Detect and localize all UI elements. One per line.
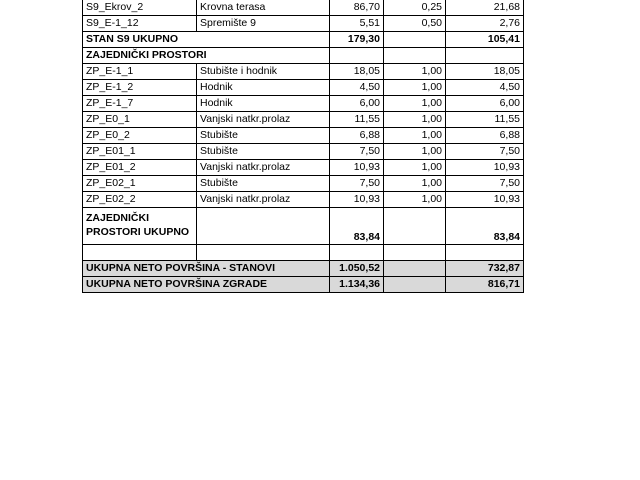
grand-total-area: 1.134,36: [330, 277, 384, 293]
table-row: [83, 64, 524, 80]
room-area: 7,50: [330, 176, 384, 192]
empty-cell: [83, 245, 197, 261]
table-row: [83, 16, 524, 32]
room-coefficient: 1,00: [384, 160, 446, 176]
table-row: [83, 112, 524, 128]
grand-total-row: [83, 261, 524, 277]
room-name: Spremište 9: [197, 16, 330, 32]
common-total-net: 83,84: [446, 208, 524, 245]
common-total-label-line2: PROSTORI UKUPNO: [86, 226, 190, 238]
room-code: ZP_E0_2: [83, 128, 197, 144]
room-area: 5,51: [330, 16, 384, 32]
empty-cell: [197, 208, 330, 245]
room-net-area: 11,55: [446, 112, 524, 128]
room-name: Stubište: [197, 176, 330, 192]
room-coefficient: 1,00: [384, 176, 446, 192]
room-name: Vanjski natkr.prolaz: [197, 192, 330, 208]
room-name: Stubište: [197, 144, 330, 160]
empty-cell: [446, 245, 524, 261]
room-area: 4,50: [330, 80, 384, 96]
room-net-area: 10,93: [446, 160, 524, 176]
area-table: [82, 0, 524, 293]
room-code: ZP_E02_2: [83, 192, 197, 208]
room-net-area: 18,05: [446, 64, 524, 80]
room-coefficient: 1,00: [384, 64, 446, 80]
room-code: ZP_E02_1: [83, 176, 197, 192]
room-area: 11,55: [330, 112, 384, 128]
room-area: 6,88: [330, 128, 384, 144]
table-row: [83, 80, 524, 96]
room-code: ZP_E01_2: [83, 160, 197, 176]
empty-cell: [446, 48, 524, 64]
empty-cell: [384, 32, 446, 48]
grand-total-area: 1.050,52: [330, 261, 384, 277]
room-net-area: 2,76: [446, 16, 524, 32]
table-row: [83, 160, 524, 176]
room-code: ZP_E0_1: [83, 112, 197, 128]
room-code: ZP_E01_1: [83, 144, 197, 160]
room-area: 10,93: [330, 192, 384, 208]
room-name: Hodnik: [197, 80, 330, 96]
room-coefficient: 1,00: [384, 192, 446, 208]
room-net-area: 10,93: [446, 192, 524, 208]
room-area: 10,93: [330, 160, 384, 176]
table-row: [83, 0, 524, 16]
stan-total-label: STAN S9 UKUPNO: [83, 32, 330, 48]
table-row: [83, 96, 524, 112]
room-code: ZP_E-1_1: [83, 64, 197, 80]
empty-cell: [197, 245, 330, 261]
room-area: 7,50: [330, 144, 384, 160]
grand-total-net: 816,71: [446, 277, 524, 293]
spacer-row: [83, 245, 524, 261]
room-coefficient: 1,00: [384, 112, 446, 128]
room-name: Vanjski natkr.prolaz: [197, 160, 330, 176]
room-net-area: 7,50: [446, 144, 524, 160]
room-coefficient: 0,50: [384, 16, 446, 32]
empty-cell: [330, 48, 384, 64]
empty-cell: [330, 245, 384, 261]
room-code: ZP_E-1_7: [83, 96, 197, 112]
room-coefficient: 0,25: [384, 0, 446, 16]
room-coefficient: 1,00: [384, 80, 446, 96]
section-header-row: [83, 48, 524, 64]
room-area: 6,00: [330, 96, 384, 112]
room-name: Krovna terasa: [197, 0, 330, 16]
common-total-area: 83,84: [330, 208, 384, 245]
section-title: ZAJEDNIČKI PROSTORI: [83, 48, 330, 64]
room-name: Vanjski natkr.prolaz: [197, 112, 330, 128]
room-net-area: 6,88: [446, 128, 524, 144]
room-code: ZP_E-1_2: [83, 80, 197, 96]
room-code: S9_Ekrov_2: [83, 0, 197, 16]
grand-total-label: UKUPNA NETO POVRŠINA - STANOVI: [83, 261, 330, 277]
empty-cell: [384, 48, 446, 64]
room-name: Hodnik: [197, 96, 330, 112]
room-name: Stubište: [197, 128, 330, 144]
room-coefficient: 1,00: [384, 96, 446, 112]
room-area: 18,05: [330, 64, 384, 80]
empty-cell: [384, 277, 446, 293]
stan-total-net: 105,41: [446, 32, 524, 48]
room-net-area: 21,68: [446, 0, 524, 16]
room-name: Stubište i hodnik: [197, 64, 330, 80]
grand-total-net: 732,87: [446, 261, 524, 277]
empty-cell: [384, 245, 446, 261]
table-row: [83, 176, 524, 192]
stan-total-row: [83, 32, 524, 48]
table-row: [83, 128, 524, 144]
table-row: [83, 144, 524, 160]
room-area: 86,70: [330, 0, 384, 16]
common-total-label: [83, 208, 197, 245]
grand-total-row: [83, 277, 524, 293]
common-total-label-line1: ZAJEDNIČKI: [86, 212, 150, 225]
stan-total-area: 179,30: [330, 32, 384, 48]
empty-cell: [384, 208, 446, 245]
room-net-area: 6,00: [446, 96, 524, 112]
room-net-area: 4,50: [446, 80, 524, 96]
grand-total-label: UKUPNA NETO POVRŠINA ZGRADE: [83, 277, 330, 293]
room-coefficient: 1,00: [384, 128, 446, 144]
room-code: S9_E-1_12: [83, 16, 197, 32]
room-net-area: 7,50: [446, 176, 524, 192]
table-row: [83, 192, 524, 208]
empty-cell: [384, 261, 446, 277]
common-total-row: [83, 208, 524, 245]
room-coefficient: 1,00: [384, 144, 446, 160]
